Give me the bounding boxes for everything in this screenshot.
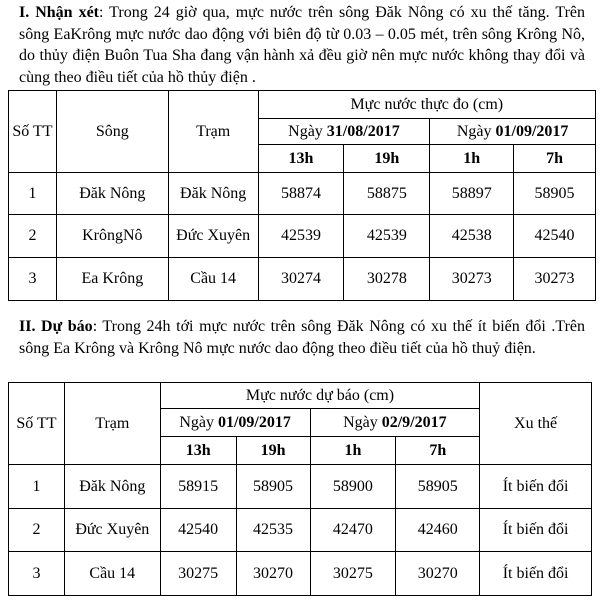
header-day2: Ngày 01/09/2017 bbox=[430, 119, 596, 145]
cell-value: 30275 bbox=[160, 552, 236, 596]
header-hour: 19h bbox=[344, 145, 430, 173]
table-row bbox=[9, 509, 592, 552]
cell-trend: Ít biến đổi bbox=[480, 552, 592, 596]
measured-water-level-table bbox=[8, 90, 596, 301]
cell-value: 42539 bbox=[258, 215, 344, 258]
cell-stt: 3 bbox=[9, 552, 65, 596]
header-measured-group: Mực nước thực đo (cm) bbox=[258, 91, 595, 119]
cell-value: 42538 bbox=[430, 215, 514, 258]
cell-value: 58905 bbox=[514, 173, 596, 215]
header-day1: Ngày 31/08/2017 bbox=[258, 119, 430, 145]
cell-value: 30275 bbox=[310, 552, 396, 596]
cell-river: KrôngNô bbox=[56, 215, 168, 258]
header-river: Sông bbox=[56, 91, 168, 173]
header-hour: 13h bbox=[160, 437, 236, 465]
cell-stt: 2 bbox=[9, 215, 57, 258]
cell-value: 58874 bbox=[258, 173, 344, 215]
header-hour: 1h bbox=[430, 145, 514, 173]
cell-value: 42540 bbox=[514, 215, 596, 258]
cell-station: Đăk Nông bbox=[168, 173, 258, 215]
cell-river: Ea Krông bbox=[56, 258, 168, 301]
cell-value: 42460 bbox=[396, 509, 480, 552]
header-day2: Ngày 02/9/2017 bbox=[310, 409, 480, 437]
header-station: Trạm bbox=[168, 91, 258, 173]
cell-river: Đăk Nông bbox=[56, 173, 168, 215]
cell-trend: Ít biến đổi bbox=[480, 465, 592, 509]
cell-value: 58900 bbox=[310, 465, 396, 509]
cell-station: Đức Xuyên bbox=[64, 509, 160, 552]
header-forecast-group: Mực nước dự báo (cm) bbox=[160, 383, 480, 409]
header-station: Trạm bbox=[64, 383, 160, 465]
cell-value: 42539 bbox=[344, 215, 430, 258]
header-hour: 7h bbox=[396, 437, 480, 465]
cell-value: 30274 bbox=[258, 258, 344, 301]
cell-value: 30278 bbox=[344, 258, 430, 301]
cell-value: 30270 bbox=[236, 552, 310, 596]
cell-station: Đăk Nông bbox=[64, 465, 160, 509]
cell-stt: 3 bbox=[9, 258, 57, 301]
cell-value: 30270 bbox=[396, 552, 480, 596]
cell-value: 42470 bbox=[310, 509, 396, 552]
table-row bbox=[9, 258, 596, 301]
forecast-heading: II. Dự báo bbox=[19, 318, 93, 335]
table-row bbox=[9, 465, 592, 509]
header-hour: 7h bbox=[514, 145, 596, 173]
cell-value: 30273 bbox=[514, 258, 596, 301]
header-hour: 1h bbox=[310, 437, 396, 465]
cell-value: 30273 bbox=[430, 258, 514, 301]
observation-text: : Trong 24 giờ qua, mực nước trên sông Đăk Nông có xu thế tăng. Trên sông EaKrông mực nước dao động với biên độ từ 0.03 – 0.05 mét, trên sông Krông Nô, do thủy điện Buôn Tua Sha đang vận hành xả đều giờ nên mực nước không thay đổi và cùng theo điều tiết của hồ thủy điện . bbox=[19, 4, 586, 86]
cell-station: Đức Xuyên bbox=[168, 215, 258, 258]
observation-paragraph bbox=[19, 2, 585, 88]
cell-station: Cầu 14 bbox=[64, 552, 160, 596]
cell-stt: 1 bbox=[9, 173, 57, 215]
header-hour: 19h bbox=[236, 437, 310, 465]
observation-heading: I. Nhận xét bbox=[19, 4, 100, 21]
cell-station: Cầu 14 bbox=[168, 258, 258, 301]
header-stt: Số TT bbox=[9, 91, 57, 173]
cell-value: 58915 bbox=[160, 465, 236, 509]
table-row bbox=[9, 215, 596, 258]
forecast-text: : Trong 24h tới mực nước trên sông Đăk Nông có xu thế ít biến đổi .Trên sông Ea Krông và Krông Nô mực nước dao động theo điều tiết của hồ thuỷ điện. bbox=[19, 318, 586, 357]
forecast-paragraph bbox=[19, 316, 585, 359]
cell-value: 58905 bbox=[396, 465, 480, 509]
cell-value: 58875 bbox=[344, 173, 430, 215]
cell-stt: 2 bbox=[9, 509, 65, 552]
header-trend: Xu thế bbox=[480, 383, 592, 465]
cell-value: 42535 bbox=[236, 509, 310, 552]
table-row bbox=[9, 173, 596, 215]
header-stt: Số TT bbox=[9, 383, 65, 465]
cell-value: 42540 bbox=[160, 509, 236, 552]
table-row bbox=[9, 552, 592, 596]
cell-value: 58897 bbox=[430, 173, 514, 215]
cell-stt: 1 bbox=[9, 465, 65, 509]
cell-trend: Ít biến đổi bbox=[480, 509, 592, 552]
forecast-water-level-table bbox=[8, 382, 592, 596]
cell-value: 58905 bbox=[236, 465, 310, 509]
header-day1: Ngày 01/09/2017 bbox=[160, 409, 310, 437]
header-hour: 13h bbox=[258, 145, 344, 173]
